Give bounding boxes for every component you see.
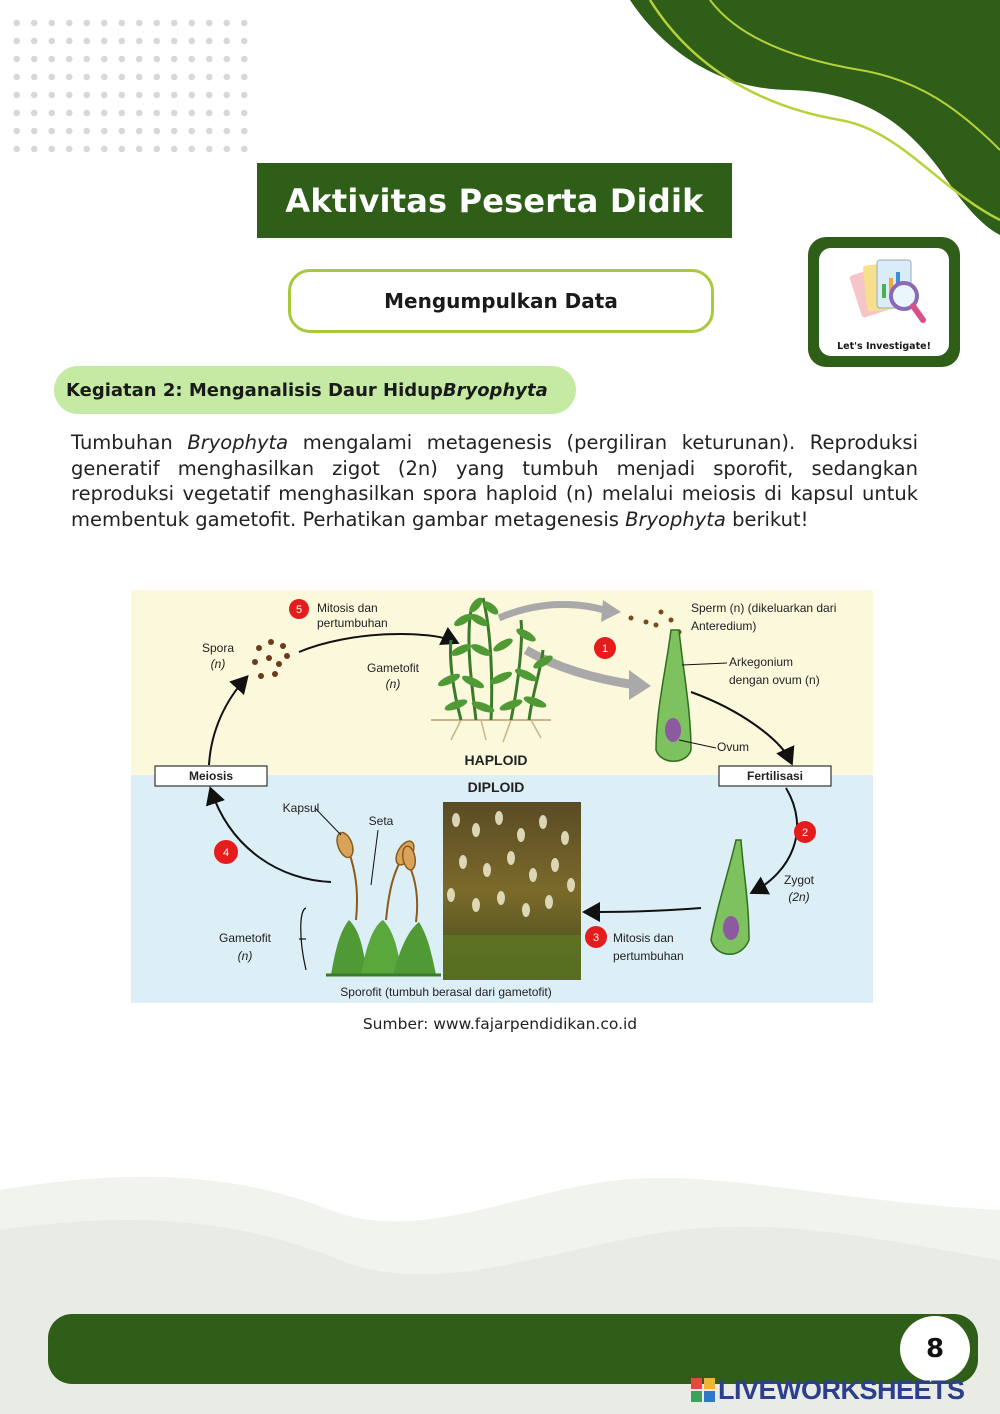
spora-line2: (n) — [210, 657, 226, 671]
arkegonium-line1: Arkegonium — [729, 655, 794, 669]
mitosis5-line2: pertumbuhan — [317, 616, 388, 630]
page-title: Aktivitas Peserta Didik — [257, 163, 732, 238]
step-5-number: 5 — [295, 604, 303, 616]
step-3-number: 3 — [592, 932, 600, 944]
sporofit-caption: Sporofit (tumbuh berasal dari gametofit) — [340, 985, 552, 999]
kapsul-label: Kapsul — [282, 801, 320, 815]
para-text-3: berikut! — [725, 507, 809, 531]
arkegonium-line2: dengan ovum (n) — [729, 673, 820, 687]
mitosis5-line1: Mitosis dan — [317, 601, 378, 615]
gametofit-bottom-line1: Gametofit — [218, 931, 272, 945]
liveworksheets-logo-icon — [690, 1377, 716, 1403]
haploid-label: HAPLOID — [464, 752, 528, 768]
dot-pattern-decoration — [8, 14, 253, 164]
sperm-line2: Anteredium) — [691, 619, 757, 633]
step-4-number: 4 — [222, 847, 230, 859]
badge-card — [819, 248, 949, 356]
seta-label: Seta — [368, 814, 394, 828]
diploid-label: DIPLOID — [467, 779, 525, 795]
para-italic-2: Bryophyta — [625, 507, 726, 531]
para-italic-1: Bryophyta — [187, 431, 289, 454]
investigate-badge — [808, 237, 960, 367]
liveworksheets-wordmark: LIVEWORKSHEETS — [718, 1374, 965, 1405]
step-1-number: 1 — [601, 643, 609, 655]
mitosis3-line1: Mitosis dan — [613, 931, 674, 945]
page-number: 8 — [900, 1316, 970, 1382]
spora-line1: Spora — [201, 641, 235, 655]
bryophyta-lifecycle-diagram — [131, 590, 873, 1003]
moss-photo — [443, 802, 581, 980]
gametofit-top-line1: Gametofit — [366, 661, 420, 675]
gametofit-bottom-line2: (n) — [237, 949, 253, 963]
figure-source-caption: Sumber: www.fajarpendidikan.co.id — [362, 1015, 638, 1033]
meiosis-label: Meiosis — [188, 769, 234, 783]
zygot-line2: (2n) — [788, 890, 810, 904]
sperm-line1: Sperm (n) (dikeluarkan dari — [691, 601, 837, 615]
badge-label: Let's Investigate! — [837, 341, 931, 352]
liveworksheets-brand[interactable] — [690, 1372, 965, 1408]
activity-label-italic: Bryophyta — [442, 379, 548, 401]
mitosis3-line2: pertumbuhan — [613, 949, 684, 963]
zygot-line1: Zygot — [783, 873, 815, 887]
step-2-number: 2 — [801, 827, 809, 839]
para-text-1: Tumbuhan — [71, 431, 188, 454]
para-text-2: mengalami metagenesis (pergiliran keturunan). Reproduksi generatif menghasilkan zigot (2n) yang tumbuh menjadi sporofit, sedangkan reproduksi vegetatif menghasilkan spora haploid (n) melalui meiosis di kapsul untuk membentuk gametofit. Perhatikan gambar metagenesis — [71, 431, 918, 531]
gametofit-top-line2: (n) — [385, 677, 401, 691]
activity-label — [54, 366, 576, 414]
magnifier-chart-icon — [819, 248, 949, 340]
fertilisasi-label: Fertilisasi — [746, 769, 804, 783]
section-subtitle: Mengumpulkan Data — [288, 269, 714, 333]
activity-label-text: Kegiatan 2: Menganalisis Daur Hidup — [66, 379, 443, 401]
ovum-label: Ovum — [717, 740, 750, 754]
intro-paragraph — [71, 430, 918, 532]
